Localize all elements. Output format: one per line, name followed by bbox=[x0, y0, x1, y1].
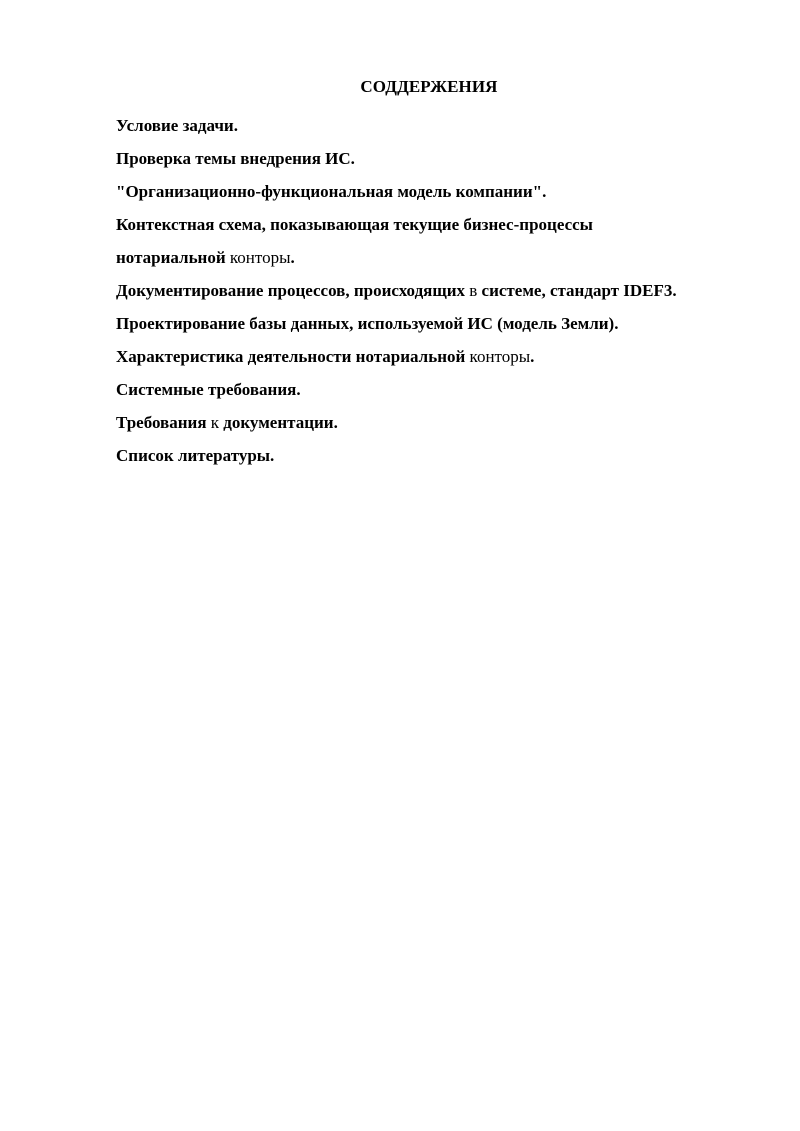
toc-item-context-diagram-cont bbox=[116, 241, 766, 274]
toc-text-bold: . bbox=[530, 347, 535, 366]
toc-item-office-characteristics bbox=[116, 340, 766, 373]
toc-item-system-requirements: Системные требования. bbox=[116, 380, 301, 399]
toc-text-bold: нотариальной bbox=[116, 248, 226, 267]
toc-text-bold: . bbox=[290, 248, 295, 267]
toc-item-bibliography: Список литературы. bbox=[116, 446, 275, 465]
toc-text-bold: Требования bbox=[116, 413, 207, 432]
page-title: СОДДЕРЖЕНИЯ bbox=[360, 77, 498, 96]
toc-text-regular: конторы bbox=[225, 248, 291, 267]
toc-item-documentation-requirements bbox=[116, 406, 766, 439]
toc-item-org-model: "Организационно-функциональная модель компании". bbox=[116, 182, 547, 201]
toc-item-task-statement: Условие задачи. bbox=[116, 116, 238, 135]
toc-item-topic-check: Проверка темы внедрения ИС. bbox=[116, 149, 355, 168]
toc-text-bold: документации. bbox=[223, 413, 338, 432]
toc-item-process-documentation bbox=[116, 274, 766, 307]
toc-text-regular: в bbox=[465, 281, 482, 300]
toc-text-regular: к bbox=[206, 413, 224, 432]
toc-text-bold: Характеристика деятельности нотариальной bbox=[116, 347, 466, 366]
toc-item-context-diagram: Контекстная схема, показывающая текущие бизнес-процессы bbox=[116, 215, 593, 234]
table-of-contents bbox=[116, 109, 766, 472]
toc-text-bold: Документирование процессов, происходящих bbox=[116, 281, 466, 300]
toc-item-database-design: Проектирование базы данных, используемой ИС (модель Земли). bbox=[116, 314, 619, 333]
toc-text-regular: конторы bbox=[465, 347, 531, 366]
toc-text-bold: системе, стандарт IDEF3. bbox=[481, 281, 677, 300]
